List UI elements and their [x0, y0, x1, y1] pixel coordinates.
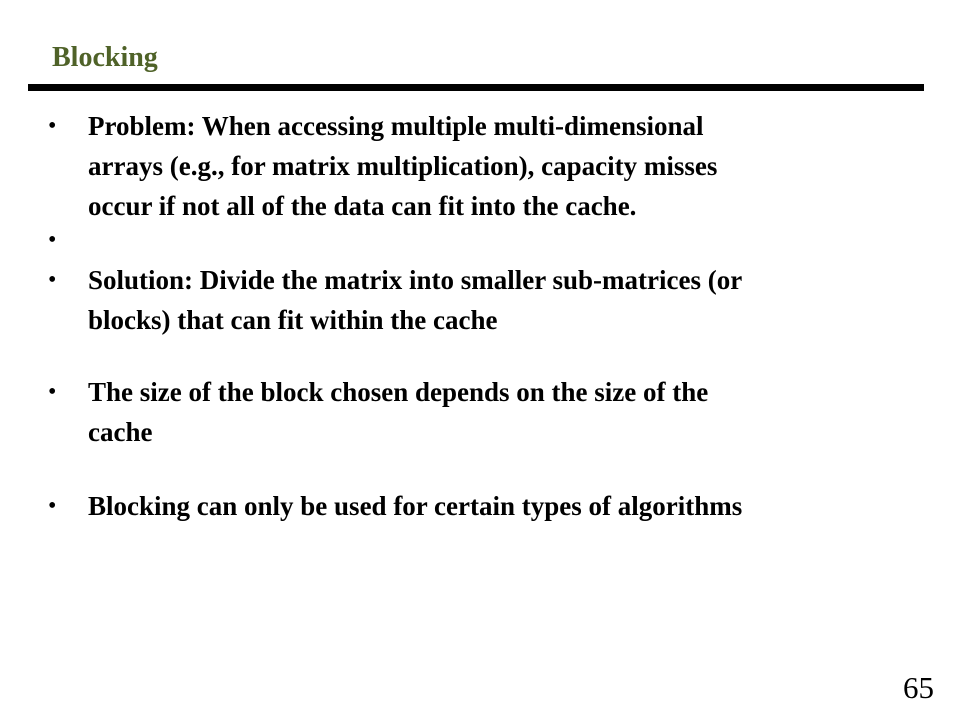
bullet-text: Blocking can only be used for certain types of algorithms	[88, 491, 743, 521]
slide-number: 65	[903, 670, 934, 705]
bullet-text: Problem: When accessing multiple multi-dimensional arrays (e.g., for matrix multiplication), capacity misses occur if not all of the data can fit into the cache.	[88, 111, 718, 221]
title-divider	[28, 84, 924, 91]
slide-title: Blocking	[52, 42, 158, 73]
bullet-text: The size of the block chosen depends on the size of the cache	[88, 377, 709, 447]
bullet-dot-icon: •	[48, 113, 57, 139]
bullet-dot-icon: •	[48, 493, 57, 519]
bullet-dot-icon: •	[48, 379, 57, 405]
bullet-dot-icon: •	[48, 227, 57, 253]
bullet-text: Solution: Divide the matrix into smaller sub-matrices (or blocks) that can fit within the cache	[88, 265, 743, 335]
bullet-dot-icon: •	[48, 267, 57, 293]
